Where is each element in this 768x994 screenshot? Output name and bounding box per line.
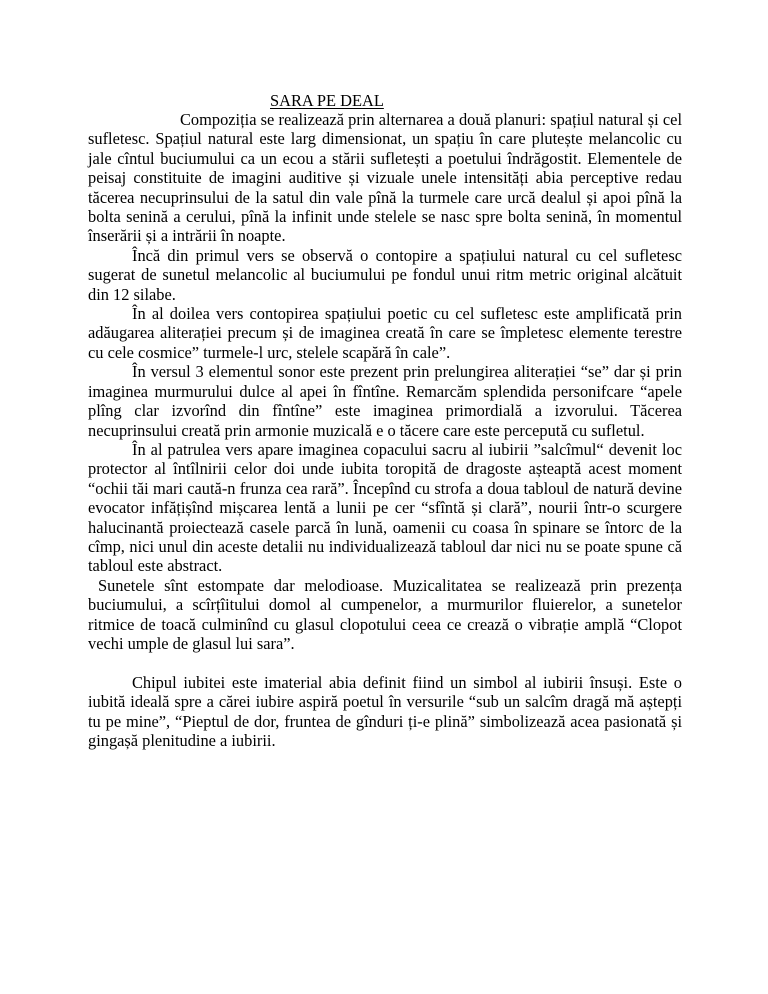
document-title: SARA PE DEAL [270,91,384,110]
paragraph-sounds: Sunetele sînt estompate dar melodioase. Muzicalitatea se realizează prin prezența buciumului, a scîrțîitului domol al cumpenelor, a murmurilor fluierelor, a sunetelor ritmice de toacă culminînd cu glasul clopotului ceea ce crează o vibrație amplă “Clopot vechi umple de glasul lui sara”. [88,575,682,653]
paragraph-third-verse: În versul 3 elementul sonor este prezent prin prelungirea aliterației “se” dar și prin imaginea murmurului dulce al apei în fîntîne. Remarcăm splendida personifcare “apele plîng clar izvorînd din fîntîne” este imaginea primordială a izvorului. Tăcerea necuprinsului creată prin armonie muzicală e o tăcere care este percepută cu sufletul. [88,362,682,440]
paragraph-beloved: Chipul iubitei este imaterial abia definit fiind un simbol al iubirii însuși. Este o iubită ideală spre a cărei iubire aspiră poetul în versurile “sub un salcîm dragă mă aștepți tu pe mine”, “Pieptul de dor, fruntea de gînduri ți-e plină” simbolizează acea pasionată și gingașă plenitudine a iubirii. [88,672,682,750]
paragraph-first-verse: Încă din primul vers se observă o contopire a spațiului natural cu cel sufletesc sugerat de sunetul melancolic al buciumului pe fondul unui ritm metric original alcătuit din 12 silabe. [88,245,682,304]
paragraph-fourth-verse: În al patrulea vers apare imaginea copacului sacru al iubirii ”salcîmul“ devenit loc protector al întîlnirii celor doi unde iubita toropită de dragoste așteaptă acest moment “ochii tăi mari caută-n frunza cea rară”. Începînd cu strofa a doua tabloul de natură devine evocator infățișînd mișcarea lentă a lunii pe cer “sfîntă și clară”, nourii într-o scurgere halucinantă proiectează casele parcă în lună, oamenii cu coasa în spinare se întorc de la cîmp, nici unul din aceste detalii nu individualizează tabloul dar nici nu se poate spune că tabloul este abstract. [88,439,682,576]
paragraph-spacer [88,653,682,672]
document-body [88,110,682,750]
paragraph-composition: Compoziția se realizează prin alternarea a două planuri: spațiul natural și cel sufletesc. Spațiul natural este larg dimensionat, un spațiu în care plutește melancolic cu jale cîntul buciumului ca un ecou a stării sufletești a poetului îndrăgostit. Elementele de peisaj constituite de imagini auditive și vizuale unele intensități abia perceptive redau tăcerea necuprinsului de la satul din vale pînă la turmele care urcă dealul și apoi pînă la bolta senină a cerului, pînă la infinit unde stelele se nasc spre bolta senină, în momentul înserării și a intrării în noapte. [88,110,682,246]
paragraph-second-verse: În al doilea vers contopirea spațiului poetic cu cel sufletesc este amplificată prin adăugarea aliterației precum și de imaginea creată în care se împletesc elemente terestre cu cele cosmice” turmele-l urc, stelele scapără în cale”. [88,304,682,362]
